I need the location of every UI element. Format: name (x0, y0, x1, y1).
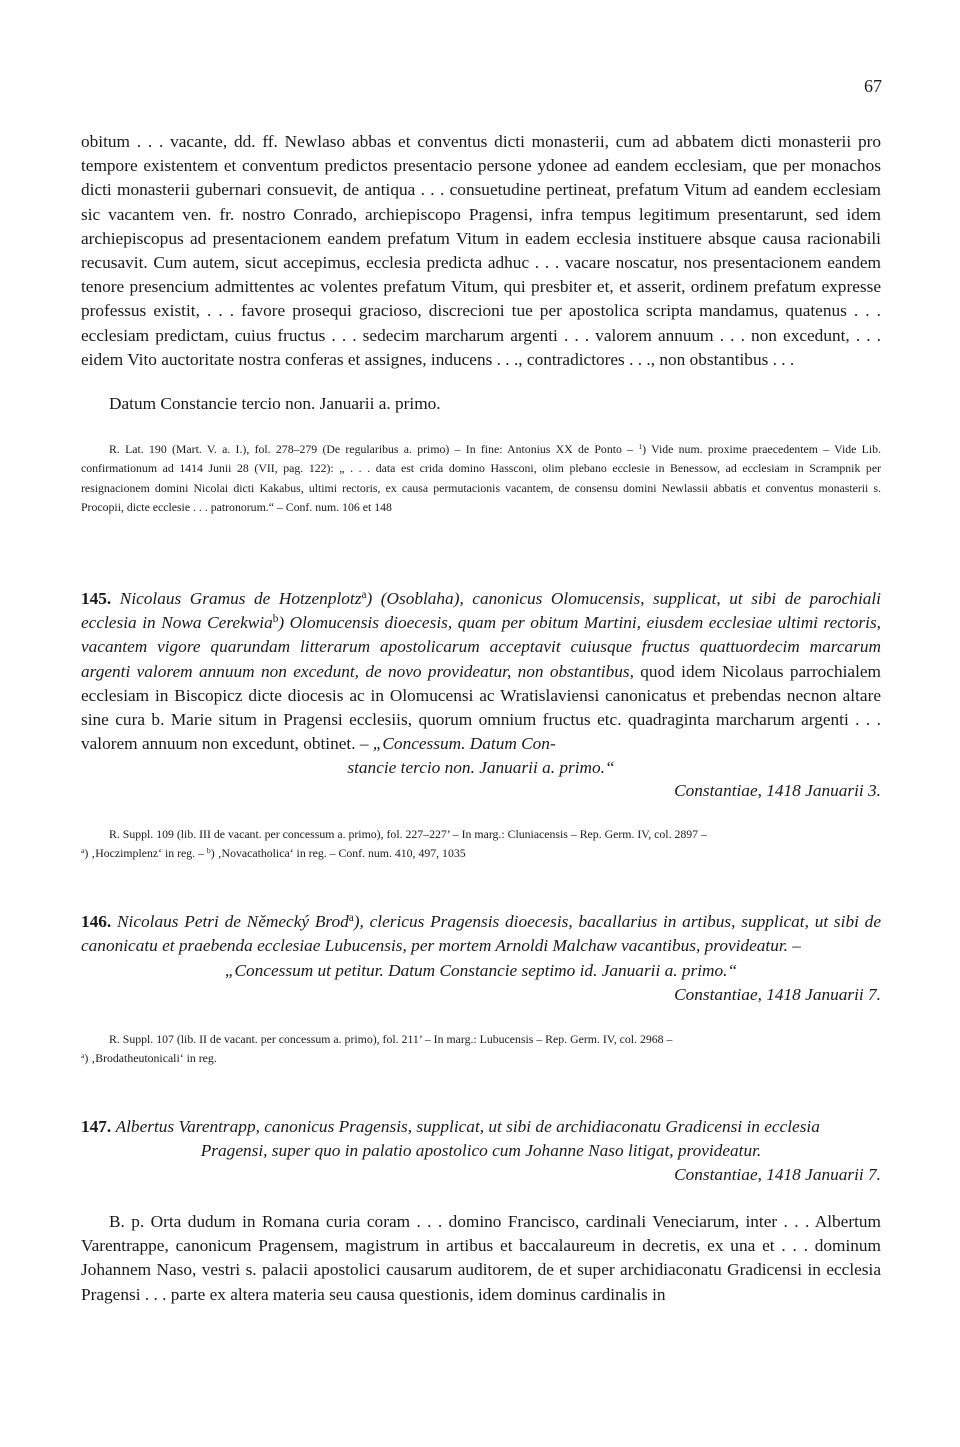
footnote-marker-a: a (361, 588, 367, 601)
letter-144-apparatus (81, 440, 881, 517)
apparatus-note-a: ) ‚Hoczimplenz‘ in reg. – (84, 846, 207, 861)
entry-147-text-end: Pragensi, super quo in palatio apostolico cum Johanne Naso litigat, provideatur. (200, 1141, 762, 1160)
footnote-marker-a: a (81, 846, 85, 856)
entry-145 (81, 587, 881, 756)
entry-145-concessum-end: stancie tercio non. Januarii a. primo.“ (347, 758, 615, 777)
footnote-marker-b: b (206, 846, 211, 856)
entry-147-text: Albertus Varentrapp, canonicus Pragensis, supplicat, ut sibi de archidiaconatu Gradicensi in ecclesia (115, 1117, 820, 1136)
apparatus-note-b: ) ‚Novacatholica‘ in reg. – Conf. num. 410, 497, 1035 (210, 846, 466, 861)
entry-number: 145. (81, 589, 112, 608)
page-number: 67 (864, 76, 882, 96)
apparatus-text-a: R. Lat. 190 (Mart. V. a. I.), fol. 278–279 (De regularibus a. primo) – In fine: Antonius XX de Ponto – (109, 442, 639, 456)
letter-144-datum: Datum Constancie tercio non. Januarii a. primo. (109, 394, 441, 413)
entry-146-concessum: „Concessum ut petitur. Datum Constancie septimo id. Januarii a. primo.“ (224, 961, 738, 980)
entry-145-place: ) (Osoblaha), canonicus Olomucensis, supplicat, ut sibi de parochiali ecclesia in Nowa Cerekwia (81, 589, 881, 633)
apparatus-text-b: ) Vide num. proxime praecedentem – Vide Lib. confirmationum ad 1414 Junii 28 (VII, pag. 122): „ . . . data est crida domino Hassconi, olim plebano ecclesie in Benessow, ad ecclesiam in Scrampnik per resignacionem domini Nicolai dicti Kakabus, ultimi rectoris, ex causa permutacionis vacantem, de consensu domini Newlassii abbatis et conventus monasterii s. Procopii, dicte ecclesie . . . patronorum.“ – Conf. num. 106 et 148 (81, 442, 881, 514)
entry-146-text: ), clericus Pragensis dioecesis, bacallarius in artibus, supplicat, ut sibi de canonicatu et praebenda ecclesiae Lubucensis, per mortem Arnoldi Malchaw vacantibus, provideatur. – (81, 912, 881, 956)
entry-145-petition: ) Olomucensis dioecesis, quam per obitum Martini, eiusdem ecclesiae ultimi rectoris, vacantem vigore quarundam litterarum apostolicarum acceptavit cuiusque fructus quattuordecim marcarum argenti valorem annuum non excedunt, de novo provideatur, non obstantibus, (81, 613, 881, 681)
entry-145-name: Nicolaus Gramus de Hotzenplotz (119, 589, 362, 608)
entry-146-apparatus (81, 1030, 881, 1069)
entry-145-date: Constantiae, 1418 Januarii 3. (674, 781, 881, 800)
footnote-marker: 1 (638, 441, 643, 451)
entry-145-roman-text: quod idem Nicolaus parrochialem ecclesiam in Biscopicz dicte diocesis ac in Olomucensi ac Wratislaviensi canonicatus et prebendas necnon altare sine cura b. Marie situm in Pragensi ecclesiis, quorum omnium fructus etc. quadraginta marcharum argenti . . . valorem annuum non excedunt, obtinet. – (81, 661, 881, 754)
entry-146 (81, 910, 881, 958)
entry-145-apparatus (81, 825, 881, 864)
entry-147-date: Constantiae, 1418 Januarii 7. (674, 1165, 881, 1184)
footnote-marker-b: b (272, 613, 279, 626)
entry-145-concessum: „Concessum. Datum Con- (372, 734, 556, 754)
entry-146-name: Nicolaus Petri de Německý Brod (117, 912, 349, 931)
letter-144-body: obitum . . . vacante, dd. ff. Newlaso abbas et conventus dicti monasterii, cum ad abbatem dicti monasterii pro tempore existentem et conventum predictos presentacio persone ydonee ad eandem ecclesiam, que per monachos dicti monasterii gubernari consuevit, de antiqua . . . consuetudine pertineat, prefatum Vitum ad eandem ecclesiam sic vacantem ven. fr. nostro Conrado, archiepiscopo Pragensi, infra tempus legitimum presentarunt, sed idem archiepiscopus ad presentacionem eandem prefatum Vitum in eadem ecclesia instituere absque causa racionabili recusavit. Cum autem, sicut accepimus, ecclesia predicta adhuc . . . vacare noscatur, nos presentacionem eandem tenore presencium admittentes ac volentes prefatum Vitum, qui presbiter et, et asserit, ordinem prefatum expresse professus existit, . . . favore prosequi gracioso, discrecioni tue per apostolica scripta mandamus, quatenus . . . ecclesiam predictam, cuius fructus . . . sedecim marcharum argenti . . . valorem annuum . . . non excedunt, . . . eidem Vito auctoritate nostra conferas et assignes, inducens . . ., contradictores . . ., non obstantibus . . . (81, 132, 881, 369)
apparatus-line-1: R. Suppl. 109 (lib. III de vacant. per concessum a. primo), fol. 227–227’ – In marg.: Cluniacensis – Rep. Germ. IV, col. 2897 – (109, 827, 707, 841)
entry-number: 146. (81, 912, 112, 931)
footnote-marker-a: a (81, 1051, 85, 1061)
entry-number: 147. (81, 1117, 112, 1136)
entry-146-date: Constantiae, 1418 Januarii 7. (674, 985, 881, 1004)
apparatus-note-a: ) ‚Brodatheutonicali‘ in reg. (84, 1051, 217, 1066)
footnote-marker-a: a (348, 911, 354, 924)
entry-147-body: B. p. Orta dudum in Romana curia coram . . . domino Francisco, cardinali Veneciarum, inter . . . Albertum Varentrappe, canonicum Pragensem, magistrum in artibus et baccalaureum in decretis, ex una et . . . dominum Johannem Naso, vestri s. palacii apostolici causarum auditorem, de et super archidiaconatu Gradicensi in ecclesia Pragensi . . . parte ex altera materia seu causa questionis, idem dominus cardinalis in (81, 1212, 881, 1304)
entry-147 (81, 1115, 881, 1139)
apparatus-line-1: R. Suppl. 107 (lib. II de vacant. per concessum a. primo), fol. 211’ – In marg.: Lubucensis – Rep. Germ. IV, col. 2968 – (109, 1032, 673, 1046)
